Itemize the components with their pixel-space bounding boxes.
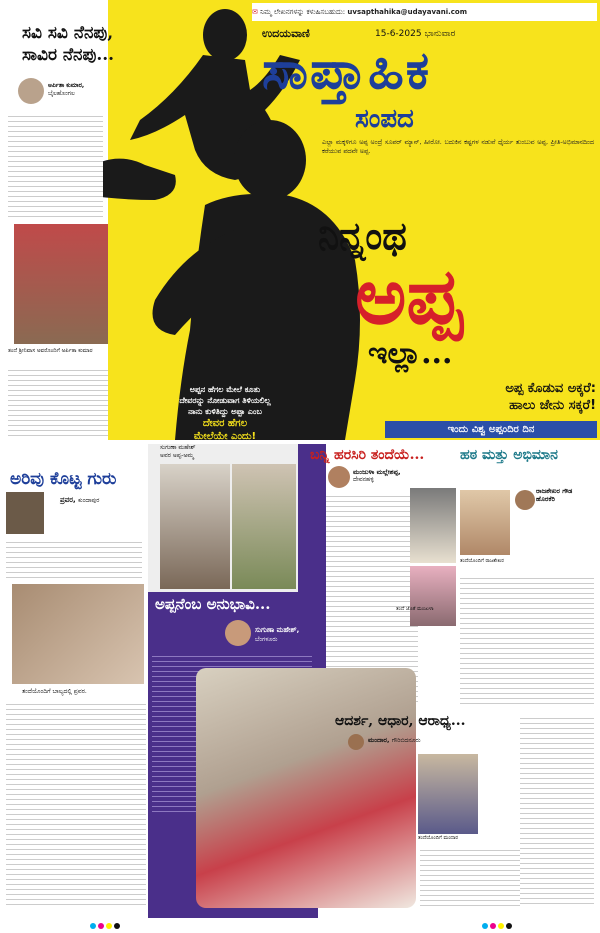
author-name: ಪ್ರವರ, [60, 496, 76, 504]
section-3-photo-1 [410, 488, 456, 563]
quote-line: ದೇವರನ್ನು ನೋಡುವಾಗ ತಿಳಿಯಲಿಲ್ಲ [179, 396, 271, 405]
author-avatar [18, 78, 44, 104]
section-5-author [368, 736, 421, 745]
left-headline-line: ಸಾವಿರ ನೆನಪು... [22, 45, 115, 65]
print-marks-left [90, 914, 122, 933]
print-marks-right [482, 914, 514, 933]
section-5-text-2 [520, 714, 594, 908]
silhouette-quote [140, 384, 310, 443]
author-place: ಬೈಲಹೊಂಗಲ [48, 90, 75, 97]
section-1-author [60, 496, 99, 505]
left-text-block-2 [8, 366, 108, 436]
section-5-photo [418, 754, 478, 834]
feature-title-3: ಇಲ್ಲಾ... [368, 336, 453, 371]
section-4-caption: ತಂದೆಯೊಂದಿಗೆ ರಾಜಶೇಖರ [460, 558, 504, 564]
section-4-title: ಹಠ ಮತ್ತು ಅಭಿಮಾನ [460, 447, 558, 463]
author-father-photo [14, 224, 108, 344]
section-2-father-photo [160, 464, 230, 589]
section-5-title: ಆದರ್ಶ, ಆಧಾರ, ಆರಾಧ್ಯ... [335, 713, 466, 729]
left-text-block [8, 112, 103, 220]
section-4-text [460, 574, 594, 708]
section-5-author-avatar [348, 734, 364, 750]
mail-icon: ✉ [252, 8, 258, 16]
section-5-text [420, 846, 520, 908]
left-photo-caption: ತಂದೆ ಶ್ರೀನಿವಾಸ ಅವರೊಂದಿಗೆ ಅರ್ಪಿತಾ ಕುಮಾರ [8, 348, 93, 354]
tagline-line: ಹಾಲು ಜೇನು ಸಕ್ಕರೆ! [509, 398, 596, 413]
author-name: ಮಂದಾರ, [368, 736, 390, 744]
email-link[interactable]: uvsapthahika@udayavani.com [347, 8, 468, 16]
section-2-caption [160, 444, 195, 460]
section-3-photo-2 [410, 566, 456, 626]
email-strip [252, 3, 597, 21]
author-name: ಮಂಜುಳಾ ಮಲ್ಲೇಶಪ್ಪ, [353, 468, 401, 476]
sub-masthead: ಸಂಪದ [355, 104, 414, 134]
section-2-title: ಅಪ್ಪನೆಂಬ ಅನುಭಾವಿ... [155, 595, 271, 613]
section-1-caption: ತಂದೆಯೊಂದಿಗೆ ಬಾಲ್ಯದಲ್ಲಿ ಪ್ರವರ. [22, 688, 87, 695]
quote-line: ದೇವರ ಹೆಗಲ [202, 418, 248, 429]
section-4-photo [460, 490, 510, 555]
feature-title-2: ಅಪ್ಪ [355, 251, 463, 342]
section-1-photo [12, 584, 144, 684]
author-name-2: ಹೊರಕೆರಿ [536, 495, 555, 503]
section-3-author [353, 468, 401, 484]
quote-line: ಅಪ್ಪನ ಹೆಗಲ ಮೇಲೆ ಕೂತು [189, 385, 261, 394]
left-author [48, 82, 84, 98]
author-name: ರಾಜಶೇಖರ ಗೌಡ [536, 487, 573, 495]
intro-paragraph: ಎಲ್ಲಾ ಮಕ್ಕಳಿಗೂ ಅಪ್ಪ ಅಂದ್ರೆ ಸೂಪರ್ ಮ್ಯಾನ್, ಹೀರೋ. ಬದುಕಿನ ಕಷ್ಟಗಳ ನಡುವೆ ಧೈರ್ಯ ತುಂಬುವ ಅಪ್ಪ, ಪ್ರೀತಿ-ಅಭಿಮಾನದಿಂದ ಕರೆಯುವ ಪದವೇ ಅಪ್ಪ. [322, 138, 594, 155]
email-label: ನಿಮ್ಮ ಲೇಖನಗಳನ್ನು ಕಳುಹಿಸಬಹುದು: [260, 8, 346, 16]
section-5-caption: ತಂದೆಯೊಂದಿಗೆ ಮಂದಾರ [418, 835, 459, 841]
left-headline [22, 22, 114, 66]
author-place: ಬೆಂಗಳೂರು [255, 636, 278, 643]
section-1-text-2 [6, 700, 146, 908]
author-place: ಗೌರಿಬಿದನೂರು [391, 737, 421, 744]
caption-role: ಅವರ ಅಪ್ಪ-ಅಮ್ಮ [160, 452, 194, 459]
section-3-author-avatar [328, 466, 350, 488]
author-name: ಸುಗುಣಾ ಮಹೇಶ್, [255, 626, 300, 634]
author-place: ದೇವನಹಳ್ಳಿ [353, 476, 374, 483]
section-1-author-photo [6, 492, 44, 534]
caption-name: ಸುಗುಣಾ ಮಹೇಶ್ [160, 444, 196, 451]
feature-title-1: ನಿನ್ನಂಥ [318, 213, 407, 258]
paper-name: ಉದಯವಾಣಿ [262, 27, 310, 40]
section-2-author-avatar [225, 620, 251, 646]
quote-line: ಮೇಲೆಯೇ ಎಂದು! [193, 431, 257, 442]
section-1-text [6, 538, 142, 580]
issue-date: 15-6-2025 ಭಾನುವಾರ [375, 29, 456, 39]
section-4-author-avatar [515, 490, 535, 510]
section-2-mother-photo [232, 464, 296, 589]
quote-line: ನಾನು ಕುಳಿತಿದ್ದು ಅಪ್ಪಾ ಎಂಬ [188, 407, 262, 416]
fathers-day-banner: ಇಂದು ವಿಶ್ವ ಅಪ್ಪಂದಿರ ದಿನ [385, 421, 597, 438]
section-3-title: ಬನ್ನಿ ಹರಸಿರಿ ತಂದೆಯೆ... [310, 447, 425, 463]
section-2-author [255, 626, 299, 644]
author-place: ಕುಂದಾಪುರ [78, 497, 100, 504]
tagline [420, 380, 596, 414]
father-daughter-photo [196, 668, 416, 908]
author-name: ಅರ್ಪಿತಾ ಕುಮಾರ, [48, 82, 85, 89]
left-headline-line: ಸವಿ ಸವಿ ನೆನಪು, [22, 23, 114, 43]
masthead: ಸಾಪ್ತಾಹಿಕ [262, 40, 432, 101]
section-3-caption: ತಂದೆ ಜೊತೆ ಮಂಜುಳಾ [396, 606, 434, 612]
section-4-author [536, 487, 572, 503]
tagline-line: ಅಪ್ಪ ಕೊಡುವ ಅಕ್ಕರೆ: [505, 381, 596, 396]
section-1-title: ಅರಿವು ಕೊಟ್ಟ ಗುರು [10, 469, 117, 489]
